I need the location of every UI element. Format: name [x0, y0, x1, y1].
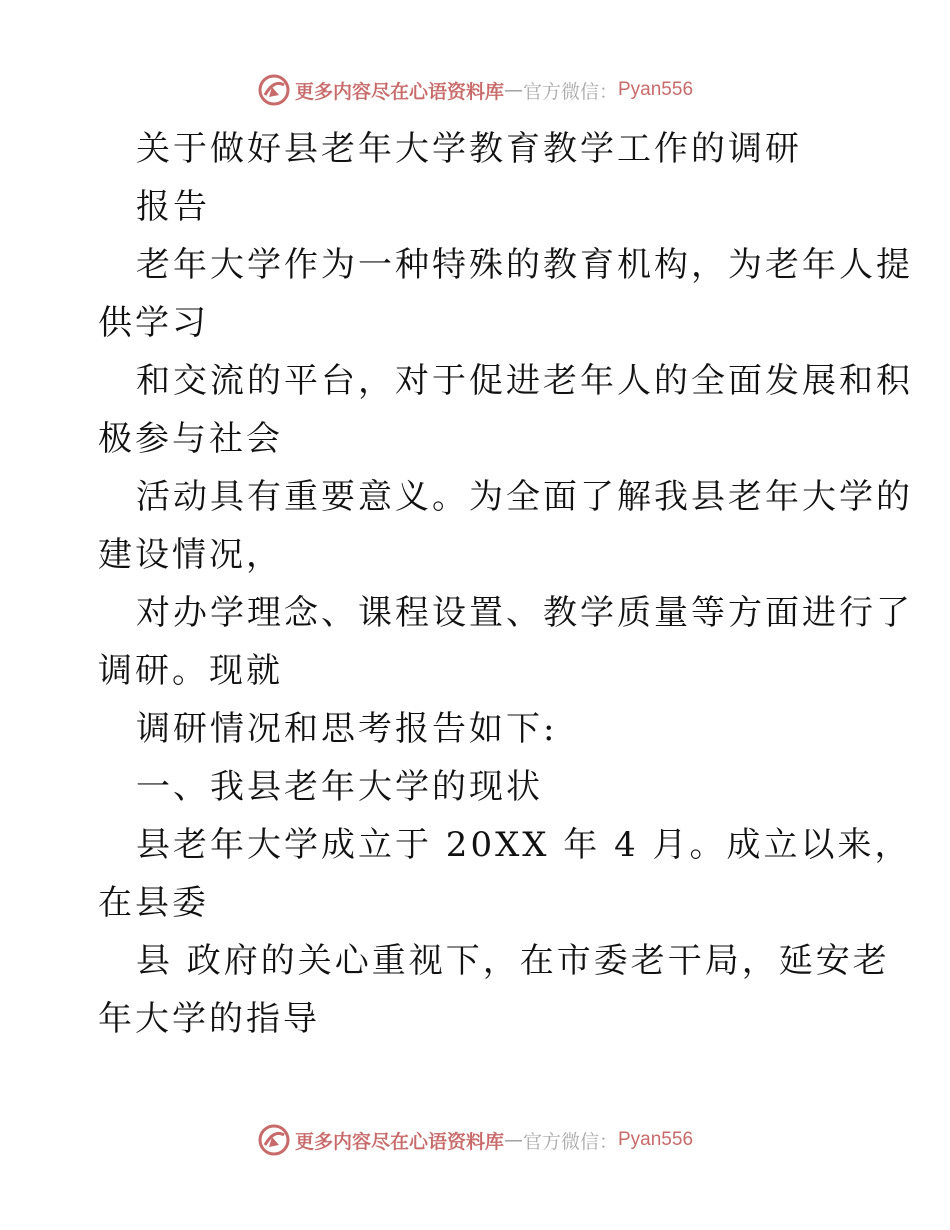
document-title-line-1: 关于做好县老年大学教育教学工作的调研 — [136, 129, 802, 169]
footer-watermark — [0, 1120, 950, 1160]
paragraph-line: 在县委 — [98, 883, 209, 923]
watermark-brand-text: 更多内容尽在心语资料库 — [294, 80, 504, 103]
watermark-wechat-label: 官方微信： — [522, 1130, 618, 1153]
paragraph-line: 调研情况和思考报告如下: — [136, 709, 558, 749]
paragraph-line: 调研。现就 — [98, 651, 283, 691]
paragraph-line: 对办学理念、课程设置、教学质量等方面进行了 — [136, 593, 913, 633]
paragraph-line: 老年大学作为一种特殊的教育机构，为老年人提 — [136, 245, 913, 285]
watermark-separator: — — [503, 1129, 523, 1151]
header-watermark — [0, 70, 950, 110]
paragraph-line: 极参与社会 — [98, 419, 283, 459]
paragraph-line: 和交流的平台，对于促进老年人的全面发展和积 — [136, 361, 913, 401]
paragraph-line: 供学习 — [98, 303, 209, 343]
watermark-wechat-label: 官方微信： — [522, 80, 618, 103]
document-body — [98, 120, 913, 1048]
watermark-wechat-id: Pyan556 — [618, 1129, 694, 1150]
watermark-brand-text: 更多内容尽在心语资料库 — [294, 1130, 504, 1153]
paragraph-line: 建设情况， — [98, 535, 283, 575]
watermark-separator: — — [503, 79, 523, 101]
watermark-wechat-id: Pyan556 — [618, 79, 694, 100]
paragraph-line: 年大学的指导 — [98, 999, 320, 1039]
document-title-line-2: 报告 — [136, 187, 210, 227]
brand-logo-icon — [257, 73, 291, 107]
paragraph-line: 县老年大学成立于 20XX 年 4 月。成立以来， — [136, 825, 912, 865]
paragraph-line: 活动具有重要意义。为全面了解我县老年大学的 — [136, 477, 913, 517]
brand-logo-icon — [257, 1123, 291, 1157]
paragraph-line: 县 政府的关心重视下，在市委老干局，延安老 — [136, 941, 890, 981]
section-heading: 一、我县老年大学的现状 — [136, 767, 543, 807]
